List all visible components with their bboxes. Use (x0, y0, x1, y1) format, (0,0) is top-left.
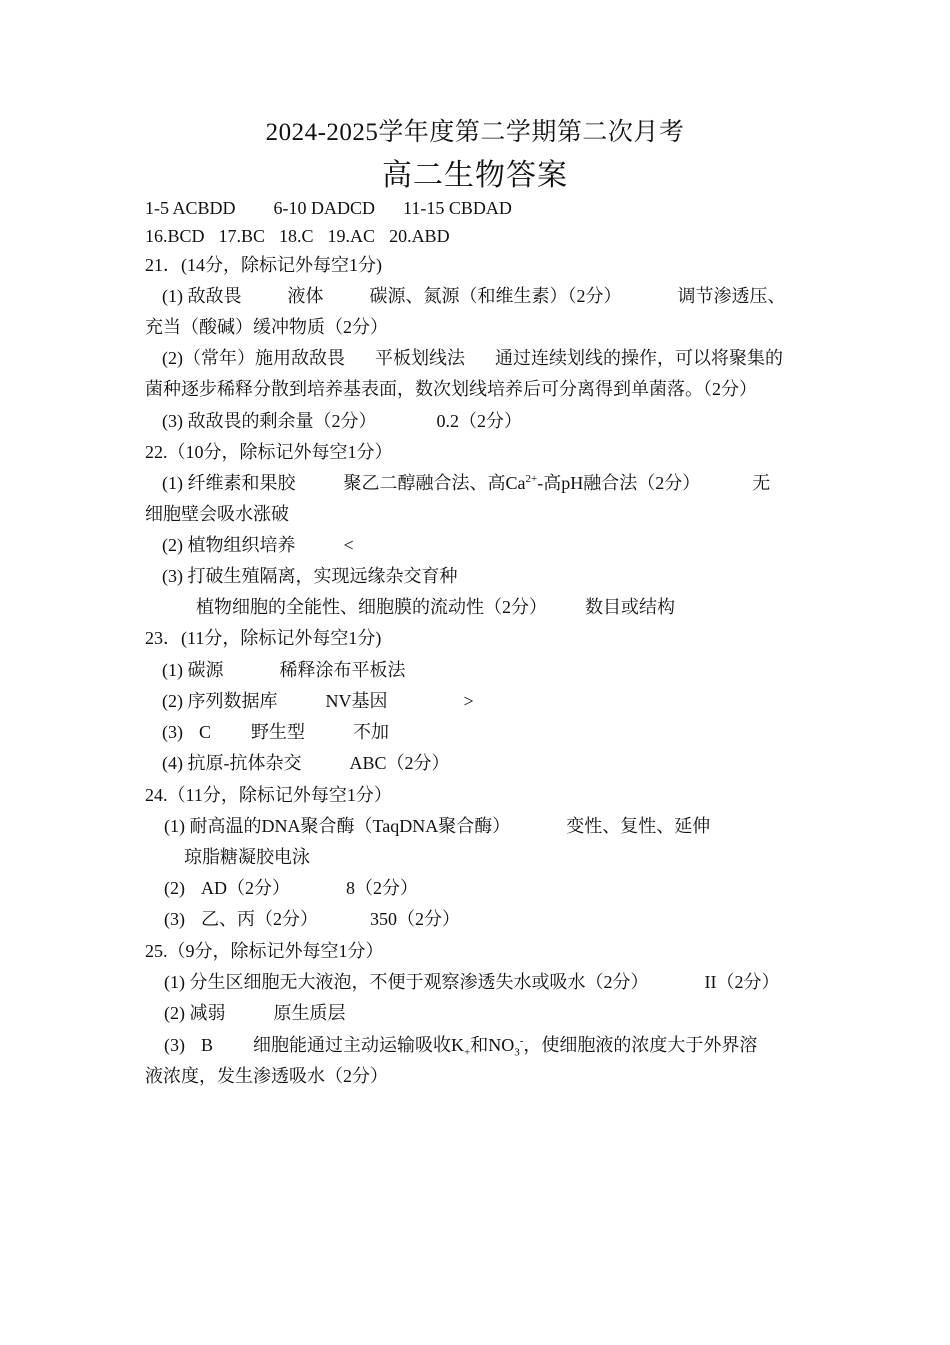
q23-header: 23．(11分，除标记外每空1分) (145, 628, 382, 648)
mc-row-2 (145, 224, 450, 248)
answer-text: AD（2分） (201, 878, 290, 898)
answer-text: C (199, 722, 212, 742)
q23-part1 (162, 658, 406, 682)
answer-text: 0.2（2分） (436, 411, 522, 431)
answer-text: (1) 分生区细胞无大液泡，不便于观察渗透失水或吸水（2分） (164, 972, 649, 992)
answer-text: NV基因 (325, 691, 388, 711)
answer-text: (3) (164, 1035, 185, 1055)
answer-text: 不加 (353, 722, 390, 742)
mc-answer: 6-10 DADCD (273, 198, 376, 218)
exam-title: 2024-2025学年度第二学期第二次月考 (265, 119, 685, 146)
q21-part2-cont: 菌种逐步稀释分散到培养基表面，数次划线培养后可分离得到单菌落。（2分） (145, 379, 757, 399)
q24-part1-cont: 琼脂糖凝胶电泳 (184, 847, 310, 867)
q24-part3 (164, 907, 460, 931)
answer-text: < (343, 535, 354, 555)
q25-part1 (164, 970, 780, 994)
answer-text: (1) 纤维素和果胶 (162, 473, 296, 493)
answer-text: (4) 抗原-抗体杂交 (162, 753, 302, 773)
answer-text: (2) (164, 878, 185, 898)
q21-header: 21．(14分，除标记外每空1分) (145, 255, 382, 275)
q22-header: 22.（10分，除标记外每空1分） (145, 442, 393, 462)
mc-answer: 1-5 ACBDD (145, 198, 236, 218)
answer-text: (2) 植物组织培养 (162, 535, 296, 555)
q24-header: 24.（11分，除标记外每空1分） (145, 785, 392, 805)
subscript: + (464, 1046, 471, 1059)
answer-text: (1) 敌敌畏 (162, 286, 242, 306)
q22-part3-cont (196, 595, 675, 619)
answer-text: 稀释涂布平板法 (279, 660, 406, 680)
answer-text: (3) (162, 722, 183, 742)
q24-part1 (164, 814, 710, 838)
q25-part2 (164, 1001, 346, 1025)
mc-answer: 18.C (279, 226, 314, 246)
answer-text: (1) 碳源 (162, 660, 224, 680)
answer-text: ABC（2分） (349, 753, 450, 773)
q25-part3-cont: 液浓度，发生渗透吸水（2分） (145, 1066, 388, 1086)
answer-text: 通过连续划线的操作，可以将聚集的 (495, 348, 783, 368)
q22-part1 (162, 471, 770, 495)
answer-text: 液体 (287, 286, 324, 306)
q21-part1 (162, 284, 786, 308)
answer-text: 细胞能通过主动运输吸收K (253, 1035, 465, 1055)
answer-text: (2) 减弱 (164, 1003, 226, 1023)
q22-part3: (3) 打破生殖隔离，实现远缘杂交育种 (162, 566, 458, 586)
answer-text: 变性、复性、延伸 (566, 816, 711, 836)
subscript: 3 (514, 1046, 520, 1059)
q22-part2 (162, 533, 354, 557)
mc-answer: 11-15 CBDAD (403, 198, 512, 218)
mc-answer: 17.BC (218, 226, 266, 246)
answer-text: 调节渗透压、 (677, 286, 786, 306)
superscript: - (519, 1035, 524, 1047)
mc-answer: 19.AC (327, 226, 376, 246)
q23-part2 (162, 689, 474, 713)
q22-part1-cont: 细胞壁会吸水涨破 (145, 504, 289, 524)
mc-answer: 20.ABD (389, 226, 450, 246)
answer-text: 平板划线法 (375, 348, 465, 368)
q25-part3 (164, 1033, 757, 1057)
answer-text: II（2分） (704, 972, 780, 992)
answer-text: (3) 敌敌畏的剩余量（2分） (162, 411, 377, 431)
answer-text: 植物细胞的全能性、细胞膜的流动性（2分） (196, 597, 547, 617)
q23-part4 (162, 751, 450, 775)
answer-text: 数目或结构 (585, 597, 675, 617)
answer-text: 野生型 (251, 722, 306, 742)
answer-text: 350（2分） (370, 909, 460, 929)
q25-header: 25.（9分，除标记外每空1分） (145, 941, 384, 961)
answer-text: B (201, 1035, 214, 1055)
q23-part3 (162, 720, 389, 744)
answer-text: 乙、丙（2分） (201, 909, 318, 929)
answer-text: (1) 耐高温的DNA聚合酶（TaqDNA聚合酶） (164, 816, 511, 836)
answer-text: -高pH融合法（2分） (537, 473, 701, 493)
answer-text: 和NO (470, 1035, 515, 1055)
answer-text: 无 (752, 473, 771, 493)
answer-text: (3) (164, 909, 185, 929)
answer-text: > (463, 691, 474, 711)
superscript: 2+ (525, 473, 538, 485)
answer-text: 碳源、氮源（和维生素）（2分） (369, 286, 622, 306)
answer-text: (2)（常年）施用敌敌畏 (162, 348, 345, 368)
q24-part2 (164, 876, 418, 900)
mc-answer: 16.BCD (145, 226, 205, 246)
answer-text: ，使细胞液的浓度大于外界溶 (523, 1035, 758, 1055)
mc-row-1 (145, 196, 512, 220)
q21-part2 (162, 346, 783, 370)
answer-text: (2) 序列数据库 (162, 691, 278, 711)
q21-part1-cont: 充当（酸碱）缓冲物质（2分） (145, 317, 388, 337)
answer-text: 聚乙二醇融合法、高Ca (343, 473, 526, 493)
answer-text: 8（2分） (346, 878, 418, 898)
answer-text: 原生质层 (273, 1003, 346, 1023)
exam-subtitle: 高二生物答案 (382, 159, 568, 192)
q21-part3 (162, 409, 522, 433)
